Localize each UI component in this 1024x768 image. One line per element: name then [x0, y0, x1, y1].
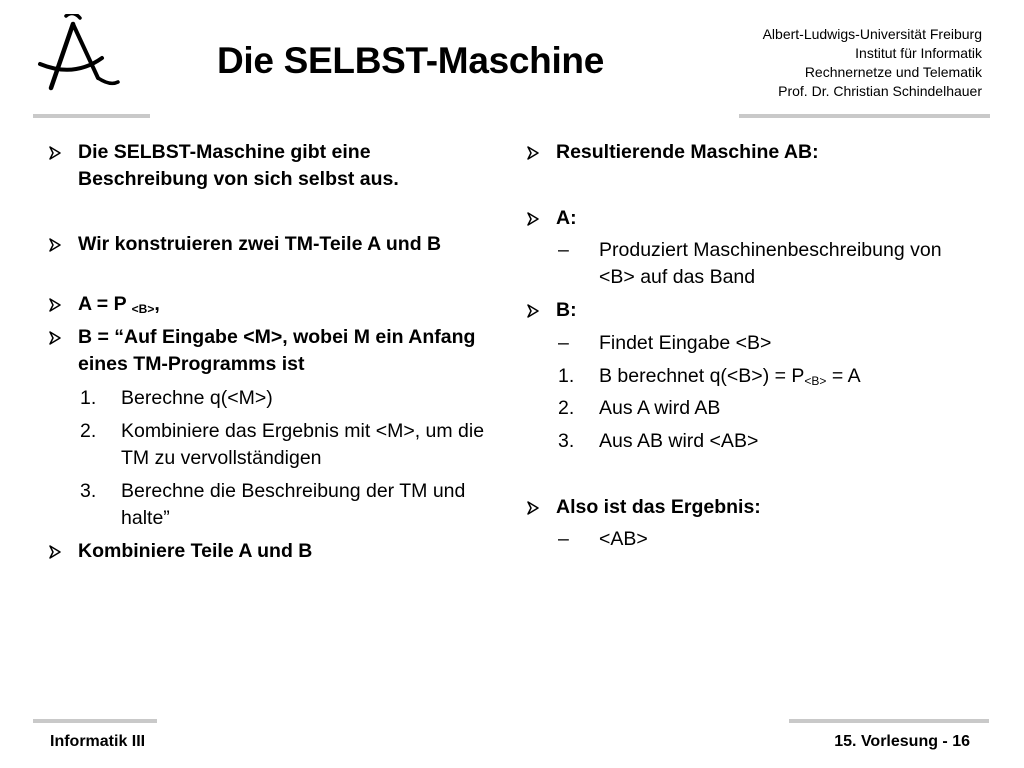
- arrow-bullet-icon: [48, 139, 78, 193]
- step-text: Aus AB wird <AB>: [599, 430, 759, 452]
- sub-item-text: <AB>: [599, 528, 648, 550]
- numbered-step: [80, 478, 490, 532]
- numbered-step: [80, 418, 490, 472]
- header-rule-left: [33, 114, 150, 118]
- bullet: [48, 538, 488, 565]
- step-marker: 2.: [80, 420, 97, 442]
- step-pre: B berechnet q(<B>) = P: [599, 365, 805, 387]
- bullet: [526, 139, 986, 166]
- bullet-text: Also ist das Ergebnis:: [556, 496, 761, 518]
- step-text: Berechne q(<M>): [121, 387, 273, 409]
- formula-tail: ,: [154, 293, 160, 315]
- bullet: [48, 231, 488, 258]
- footer-course: Informatik III: [50, 733, 146, 750]
- bullet-text: B:: [556, 299, 577, 321]
- step-marker: 2.: [558, 397, 575, 419]
- step-marker: 1.: [80, 387, 97, 409]
- institution-line: Institut für Informatik: [855, 45, 982, 61]
- arrow-bullet-icon: [48, 324, 78, 378]
- dash-marker: –: [558, 332, 569, 354]
- institution-line: Prof. Dr. Christian Schindelhauer: [778, 83, 982, 99]
- bullet: [526, 297, 986, 324]
- institution-line: Albert-Ludwigs-Universität Freiburg: [762, 26, 982, 42]
- sub-item: [558, 330, 978, 357]
- arrow-bullet-icon: [48, 231, 78, 258]
- sub-item: [558, 526, 978, 553]
- arrow-bullet-icon: [526, 494, 556, 521]
- footer-rule-right: [789, 719, 989, 723]
- bullet-text: A:: [556, 207, 577, 229]
- bullet: [48, 139, 488, 193]
- formula-sub: <B>: [131, 302, 155, 316]
- step-text: Kombiniere das Ergebnis mit <M>, um die TM zu vervollständigen: [121, 420, 485, 469]
- dash-marker: –: [558, 239, 569, 261]
- bullet: [48, 291, 488, 318]
- numbered-step: [558, 428, 978, 455]
- dash-marker: –: [558, 528, 569, 550]
- arrow-bullet-icon: [526, 139, 556, 166]
- bullet-text: B = “Auf Eingabe <M>, wobei M ein Anfang eines TM-Programms ist: [78, 326, 476, 375]
- bullet-text: [78, 291, 160, 318]
- bullet-text: Kombiniere Teile A und B: [78, 540, 313, 562]
- step-sub: <B>: [804, 374, 827, 388]
- bullet: [526, 205, 986, 232]
- arrow-bullet-icon: [48, 291, 78, 318]
- bullet-text: Die SELBST-Maschine gibt eine Beschreibung von sich selbst aus.: [78, 141, 399, 190]
- page-title: Die SELBST-Maschine: [217, 40, 605, 81]
- sub-item-text: Findet Eingabe <B>: [599, 332, 772, 354]
- footer-page: 15. Vorlesung - 16: [834, 733, 970, 750]
- step-text: Berechne die Beschreibung der TM und halte”: [121, 480, 466, 529]
- arrow-bullet-icon: [526, 297, 556, 324]
- step-text: [599, 363, 861, 390]
- sub-item: [558, 237, 978, 291]
- numbered-step: [80, 385, 490, 412]
- institution-line: Rechnernetze und Telematik: [804, 64, 982, 80]
- header-rule-right: [739, 114, 990, 118]
- step-marker: 1.: [558, 365, 575, 387]
- footer-rule-left: [33, 719, 157, 723]
- step-marker: 3.: [80, 480, 97, 502]
- step-marker: 3.: [558, 430, 575, 452]
- step-post: = A: [826, 365, 861, 387]
- sub-item-text: Produziert Maschinenbeschreibung von <B> auf das Band: [599, 239, 942, 288]
- bullet: [526, 494, 986, 521]
- numbered-step: [558, 395, 978, 422]
- step-text: Aus A wird AB: [599, 397, 721, 419]
- bullet-text: Wir konstruieren zwei TM-Teile A und B: [78, 233, 442, 255]
- bullet: [48, 324, 488, 378]
- arrow-bullet-icon: [526, 205, 556, 232]
- institution-block: [763, 25, 982, 101]
- university-logo-icon: [36, 14, 122, 92]
- formula-main: A = P: [78, 293, 127, 315]
- numbered-step: [558, 363, 978, 390]
- bullet-text: Resultierende Maschine AB:: [556, 141, 819, 163]
- arrow-bullet-icon: [48, 538, 78, 565]
